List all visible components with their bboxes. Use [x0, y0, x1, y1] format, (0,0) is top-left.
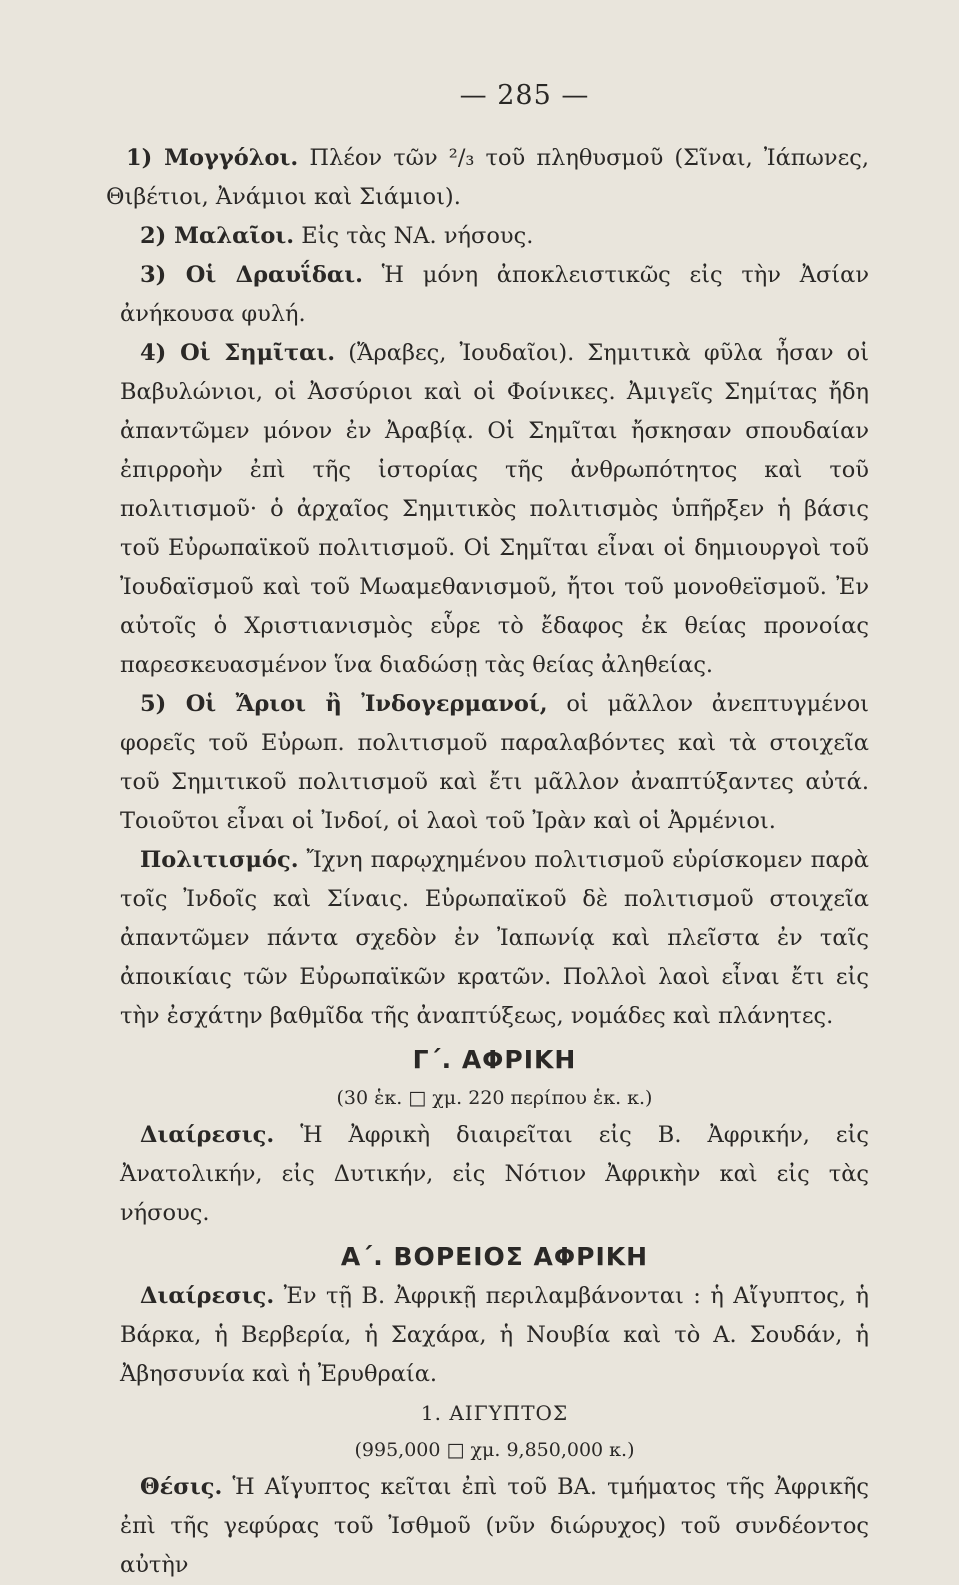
paragraph-position: [120, 1468, 869, 1585]
page-number: — 285 —: [459, 80, 590, 111]
term-north-africa-division: Διαίρεσις.: [140, 1283, 275, 1309]
term-malays: 2) Μαλαῖοι.: [140, 223, 295, 249]
term-semites: 4) Οἱ Σημῖται.: [140, 340, 336, 366]
section-title-north-africa: Α΄. ΒΟΡΕΙΟΣ ΑΦΡΙΚΗ: [340, 1242, 649, 1271]
section-title-egypt: 1. ΑΙΓΥΠΤΟΣ: [420, 1401, 569, 1425]
text-dravidians: Ἡ μόνη ἀποκλειστικῶς εἰς τὴν Ἀσίαν ἀνήκουσα φυλή.: [120, 262, 869, 327]
text-position: Ἡ Αἴγυπτος κεῖται ἐπὶ τοῦ ΒΑ. τμήματος τῆς Ἀφρικῆς ἐπὶ τῆς γεφύρας τοῦ Ἰσθμοῦ (νῦν διώρυχος) τοῦ συνδέοντος αὐτὴν: [120, 1474, 869, 1578]
term-dravidians: 3) Οἱ Δραυΐδαι.: [140, 262, 363, 288]
section-title-africa: Γ΄. ΑΦΡΙΚΗ: [412, 1045, 577, 1074]
text-civilization: Ἴχνη παρῳχημένου πολιτισμοῦ εὑρίσκομεν παρὰ τοῖς Ἰνδοῖς καὶ Σίναις. Εὐρωπαϊκοῦ δὲ πολιτισμοῦ στοιχεῖα ἀπαντῶμεν πάντα σχεδὸν ἐν Ἰαπωνίᾳ καὶ πλεῖστα ἐν ταῖς ἀποικίαις τῶν Εὐρωπαϊκῶν κρατῶν. Πολλοὶ λαοὶ εἶναι ἔτι εἰς τὴν ἐσχάτην βαθμῖδα τῆς ἀναπτύξεως, νομάδες καὶ πλάνητες.: [120, 847, 869, 1029]
paragraph-civilization: [120, 841, 869, 1036]
africa-stats: (30 ἑκ. □ χμ. 220 περίπου ἑκ. κ.): [336, 1087, 653, 1109]
term-civilization: Πολιτισμός.: [140, 847, 299, 873]
text-africa-division: Ἡ Ἀφρικὴ διαιρεῖται εἰς Β. Ἀφρικήν, εἰς Ἀνατολικήν, εἰς Δυτικήν, εἰς Νότιον Ἀφρικὴν καὶ εἰς τὰς νήσους.: [120, 1122, 869, 1226]
paragraph-malays: [120, 217, 869, 256]
paragraph-semites: [120, 334, 869, 685]
text-semites: (Ἄραβες, Ἰουδαῖοι). Σημιτικὰ φῦλα ἦσαν οἱ Βαβυλώνιοι, οἱ Ἀσσύριοι καὶ οἱ Φοίνικες. Ἀμιγεῖς Σημίτας ἤδη ἀπαντῶμεν μόνον ἐν Ἀραβίᾳ. Οἱ Σημῖται ἤσκησαν σπουδαίαν ἐπιρροὴν ἐπὶ τῆς ἱστορίας τῆς ἀνθρωπότητος καὶ τοῦ πολιτισμοῦ· ὁ ἀρχαῖος Σημιτικὸς πολιτισμὸς ὑπῆρξεν ἡ βάσις τοῦ Εὐρωπαϊκοῦ πολιτισμοῦ. Οἱ Σημῖται εἶναι οἱ δημιουργοὶ τοῦ Ἰουδαϊσμοῦ καὶ τοῦ Μωαμεθανισμοῦ, ἤτοι τοῦ μονοθεϊσμοῦ. Ἐν αὐτοῖς ὁ Χριστιανισμὸς εὗρε τὸ ἔδαφος ἐκ θείας προνοίας παρεσκευασμένον ἵνα διαδώσῃ τὰς θείας ἀληθείας.: [120, 340, 869, 678]
paragraph-aryans: [120, 685, 869, 841]
paragraph-africa-division: [120, 1116, 869, 1233]
term-aryans: 5) Οἱ Ἄριοι ἢ Ἰνδογερμανοί,: [140, 691, 548, 717]
term-position: Θέσις.: [140, 1474, 223, 1500]
text-mongols: Πλέον τῶν ²/₃ τοῦ πληθυσμοῦ (Σῖναι, Ἰάπωνες, Θιβέτιοι, Ἀνάμιοι καὶ Σιάμιοι).: [106, 145, 869, 210]
egypt-stats: (995,000 □ χμ. 9,850,000 κ.): [354, 1439, 635, 1461]
term-africa-division: Διαίρεσις.: [140, 1122, 275, 1148]
paragraph-north-africa-division: [120, 1277, 869, 1394]
text-north-africa-division: Ἐν τῇ Β. Ἀφρικῇ περιλαμβάνονται : ἡ Αἴγυπτος, ἡ Βάρκα, ἡ Βερβερία, ἡ Σαχάρα, ἡ Νουβία καὶ τὸ Α. Σουδάν, ἡ Ἀβησσυνία καὶ ἡ Ἐρυθραία.: [120, 1283, 869, 1387]
paragraph-mongols: [106, 139, 869, 217]
term-mongols: 1) Μογγόλοι.: [126, 145, 299, 171]
text-aryans: οἱ μᾶλλον ἀνεπτυγμένοι φορεῖς τοῦ Εὐρωπ. πολιτισμοῦ παραλαβόντες καὶ τὰ στοιχεῖα τοῦ Σημιτικοῦ πολιτισμοῦ καὶ ἔτι μᾶλλον ἀναπτύξαντες αὐτά. Τοιοῦτοι εἶναι οἱ Ἰνδοί, οἱ λαοὶ τοῦ Ἰρὰν καὶ οἱ Ἀρμένιοι.: [120, 691, 869, 834]
text-malays: Εἰς τὰς ΝΑ. νήσους.: [294, 223, 534, 249]
paragraph-dravidians: [120, 256, 869, 334]
